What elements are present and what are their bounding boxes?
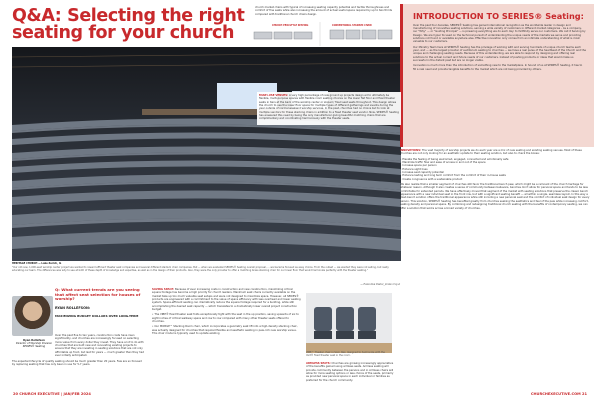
intro-p1: Over the past four decades, SERIES® Seating has gained international recognition as the worldwide leader in design and manufacturing of innovative seating solutions, serving a wide variety of customers in different market categories - As a company, our "Why" — or "Guiding Principal" — is powering everything we do each day: to faithfully serve our customers. We call it Serving by Design. We are hyper focused on the technical pursuit of understanding the unique needs of the markets we serve and providing solutions not found or available anywhere else. Effective innovation only comes from an intimate understanding of what is most valuable to our customers. (413, 23, 586, 44)
title-text: Selecting the right seating for your church (12, 6, 245, 43)
heritage-title: HERITAGE CHURCH — Lake Zurich, IL (12, 262, 62, 265)
armless-section (306, 362, 396, 384)
title-qa: Q&A: (12, 6, 62, 26)
heritage-attribution: — Executive Pastor, Jordan Coyul (360, 283, 400, 286)
saving-space-bullet1: • The VIBE® fixed theater seat folds exceptionally tight with the seat in the up position, saving upwards of six to eight inches of critical walkway space and row to row compared with many other theater seats offered to churches. (152, 313, 299, 324)
article-title (12, 8, 248, 42)
saving-space-bullet2: • Our MOBILE™ Stacking Room chair, which incorporates a geometry seat lift into a high-density stacking chair, was actually designed for churches that required flexible and aesthetic seating in pew-rich new worship venue. This chair model is typically used to update existing (152, 325, 298, 336)
page-footer (0, 389, 600, 401)
footer-left: 20 CHURCH EXECUTIVE | JAN/FEB 2024 (13, 392, 91, 396)
innovations-text2: We also realize that a smaller segment of churches still favor the traditional bench pew, which might be a remnant of the church heritage for whatever reason. Although it also creates a sense of community between believers, benches don't allow for personal space and tends to be less comfortable for extended periods. We have effectively moved that segment of the market with seating solutions that preserve the classic bench appearance with a new individual seat in the front row, but with a significant seating benefit — all within a single, seamless layout. In this way a fixed-bench solution offers the traditional appearance while still including a new personal seat and the comfort of individual seat design for every person. This solution, SERIES® Seating has benefited greatly from churches seeking the aesthetics and feel of the pew while increasing comfort, seating density and personal space. By combining and redesigning traditional church seating with the benefits of contemporary seating, we can offer a solution that works across a broad variety of churches. (400, 183, 590, 210)
intro-body (413, 24, 586, 71)
chair-label-right: CONVENTIONAL STADIUM CHAIR (332, 24, 372, 27)
multi-use-heading: MULTI-USE VENUES: (259, 94, 289, 97)
heritage-quote: "Our old new, 1,000-seat worship center project we wanted to reward efficient theater seat companies and several different stadium chair companies. But — when we evaluated SERIES® Seating overall proposal, ... we became focused as easy choice. From the outset — we wanted they were not selling, but really educating our team. The differences was why to see at both of these depth of knowledge and expertise, as well as in the design of their products. Also, they were the only provider to offer a matching brass stacking chair for our lower floor that would harmonize perfectly with the theater seating." (12, 266, 389, 273)
armless-text: Churches are growing increasingly appreciative of the benefits gained using armless seats. Armless seating will provide community between the persons and in Armless chairs will allow for more seating options or less choice of the seats, primarily as provided new personal space in each individual or families as preferred for the church community. (306, 362, 394, 382)
avatar (12, 296, 53, 336)
answer-subhead: MAXIMIZING BUDGET DOLLARS OVER LONG-TERM (55, 313, 139, 318)
innovations-list-4: • Enhance sight lines (400, 167, 428, 171)
intro-heading: INTRODUCTION TO SERIES® Seating: (413, 11, 584, 21)
question-block (55, 288, 142, 318)
question-text: Q: What current trends are you seeing that affect seat selection for houses of worship? (55, 287, 141, 301)
answer-body-2 (12, 360, 145, 369)
theater-chair-caption: VIBE™ Theater chair in Sorz. Res: designed to harmonize with the Vert® fixed theater seat in the room. (306, 351, 385, 358)
innovations-text: The vast majority of worship projects we do each year are a mix of new seating and existing seating venues. Most of these churches are not only looking for an aesthetic update to their seating solution, but also to check the boxes: (400, 149, 582, 156)
person-role: Director of Worship Division SERIES® Seating (15, 342, 53, 349)
innovations-list-6: • Enhance lasting and long term comfort from the comfort of their in-house seats (400, 174, 506, 178)
auditorium-photo (12, 47, 401, 261)
avatar-name (12, 339, 56, 348)
auditorium-image (12, 47, 401, 261)
saving-space-text: Because of ever increasing costs in construction and new construction, maximizing critical square footage has become a high priority for church leaders. Maximum seat chairs currently available on the market take up too much valuable seat setups and were not designed to maximize space. However, all SERIES® products are engineered with a commitment to the value of space efficiency with less overhead and lower seating system. Space-efficient seating can dramatically reduce the square footage required for a building, while still accomplishing the desired seat capacity — which translates to a dramatically lower overall project construction budget. (152, 288, 301, 312)
answer-text: Over the past five to ten years, construction costs have risen significantly, and churches are increasingly focused on selecting more value from every dollar they invest. They have a lot to do with churches that are built new and renovating existing projects to ensure that they are investing in seating solutions that are not only affordable up front, but last for years — much greater than they had ever initially anticipated. (55, 334, 144, 358)
innovations-list-5: • Increase seat capacity potential (400, 171, 444, 175)
chairs-figure-text: church market chairs with typical of increasing seating capacity potential and tactile thoroughness and comfort of fine seats while also increasing the amount of actual useful space required by up to two thirds compared with traditional church chairs design. (255, 6, 392, 16)
innovations-list-2: • Maximize traffic flow and ease of access in and out of the space (400, 161, 486, 165)
theater-chair-photo (306, 290, 392, 356)
intro-p3: Innovation is much more than the introduction of something new to the marketplace. In Sound of us at SERIES® Seating, it has to fill a real need and provide tangible benefits to the market which are not being provided by others. (413, 64, 583, 71)
innovations-section (400, 149, 594, 212)
saving-space-section (152, 288, 302, 337)
saving-space-heading: SAVING SPACE: (152, 288, 175, 291)
innovations-list-1: • Elevate the feeling of being welcomed, engaged, connected and emotionally safe (400, 157, 509, 161)
innovations-list-3: • Increase space per person (400, 164, 437, 168)
innovations-list-7: • Create congruence with a sustainable product (400, 177, 463, 181)
innovations-heading: INNOVATIONS: (400, 149, 422, 152)
armless-heading: ARMLESS SEATS: (306, 362, 331, 365)
footer-right: CHURCHEXECUTIVE.COM 21 (530, 392, 587, 396)
answer-name: RYAN ROLLEFSON: (55, 305, 91, 310)
intro-box (400, 4, 594, 147)
chair-label-left: CHURCH PEW-STYLE SEATING (272, 24, 309, 27)
multi-use-text: A very high percentage of new ground up projects design ed to ultimately be flexible, multi-purpose spaces with flexible room seating choices on the lower flat floor and fixed theater seats in tiers at the back of the worship center or sloped / fixed seat seats throughout. This design allows the church to use the lower floor space for multiple types of different gatherings and events during the year outside of normal weekend worship services. In the past, churches had no choice but to look at multiple vendors for these stacking chairs in addition to a fixed theater seat vendor. Now, SERIES® Seating has answered this need by being the only manufacturer giving beautiful matching chairs that are complimentary and coordinating harmoniously with the theater seats. (259, 94, 399, 121)
intro-p2: Our Ministry Team here at SERIES® Seating has the privilege of working with and serving hundreds of unique church teams each year, and — as the largest provider of auditorium seating to churches — we have a real pulse of the heartbeat of the Church and the unique and challenging seating needs. Because of this understanding, we are able to respond by designing and offering real solutions to the actual current and future needs of our customers. Instead of pushing products or ideas that would make us successful in the distant past but are no longer viable. (413, 45, 586, 62)
answer-body (55, 334, 145, 359)
answer-text-2: The expected lifecycle of quality seating should be much greater than 20 years. Few are so focused by replacing seating that has only been in use for 5-7 years. (12, 360, 142, 367)
heritage-caption-text (12, 262, 398, 265)
multi-use-text-block (257, 92, 401, 125)
person-name: Ryan Rollefson (23, 339, 45, 342)
